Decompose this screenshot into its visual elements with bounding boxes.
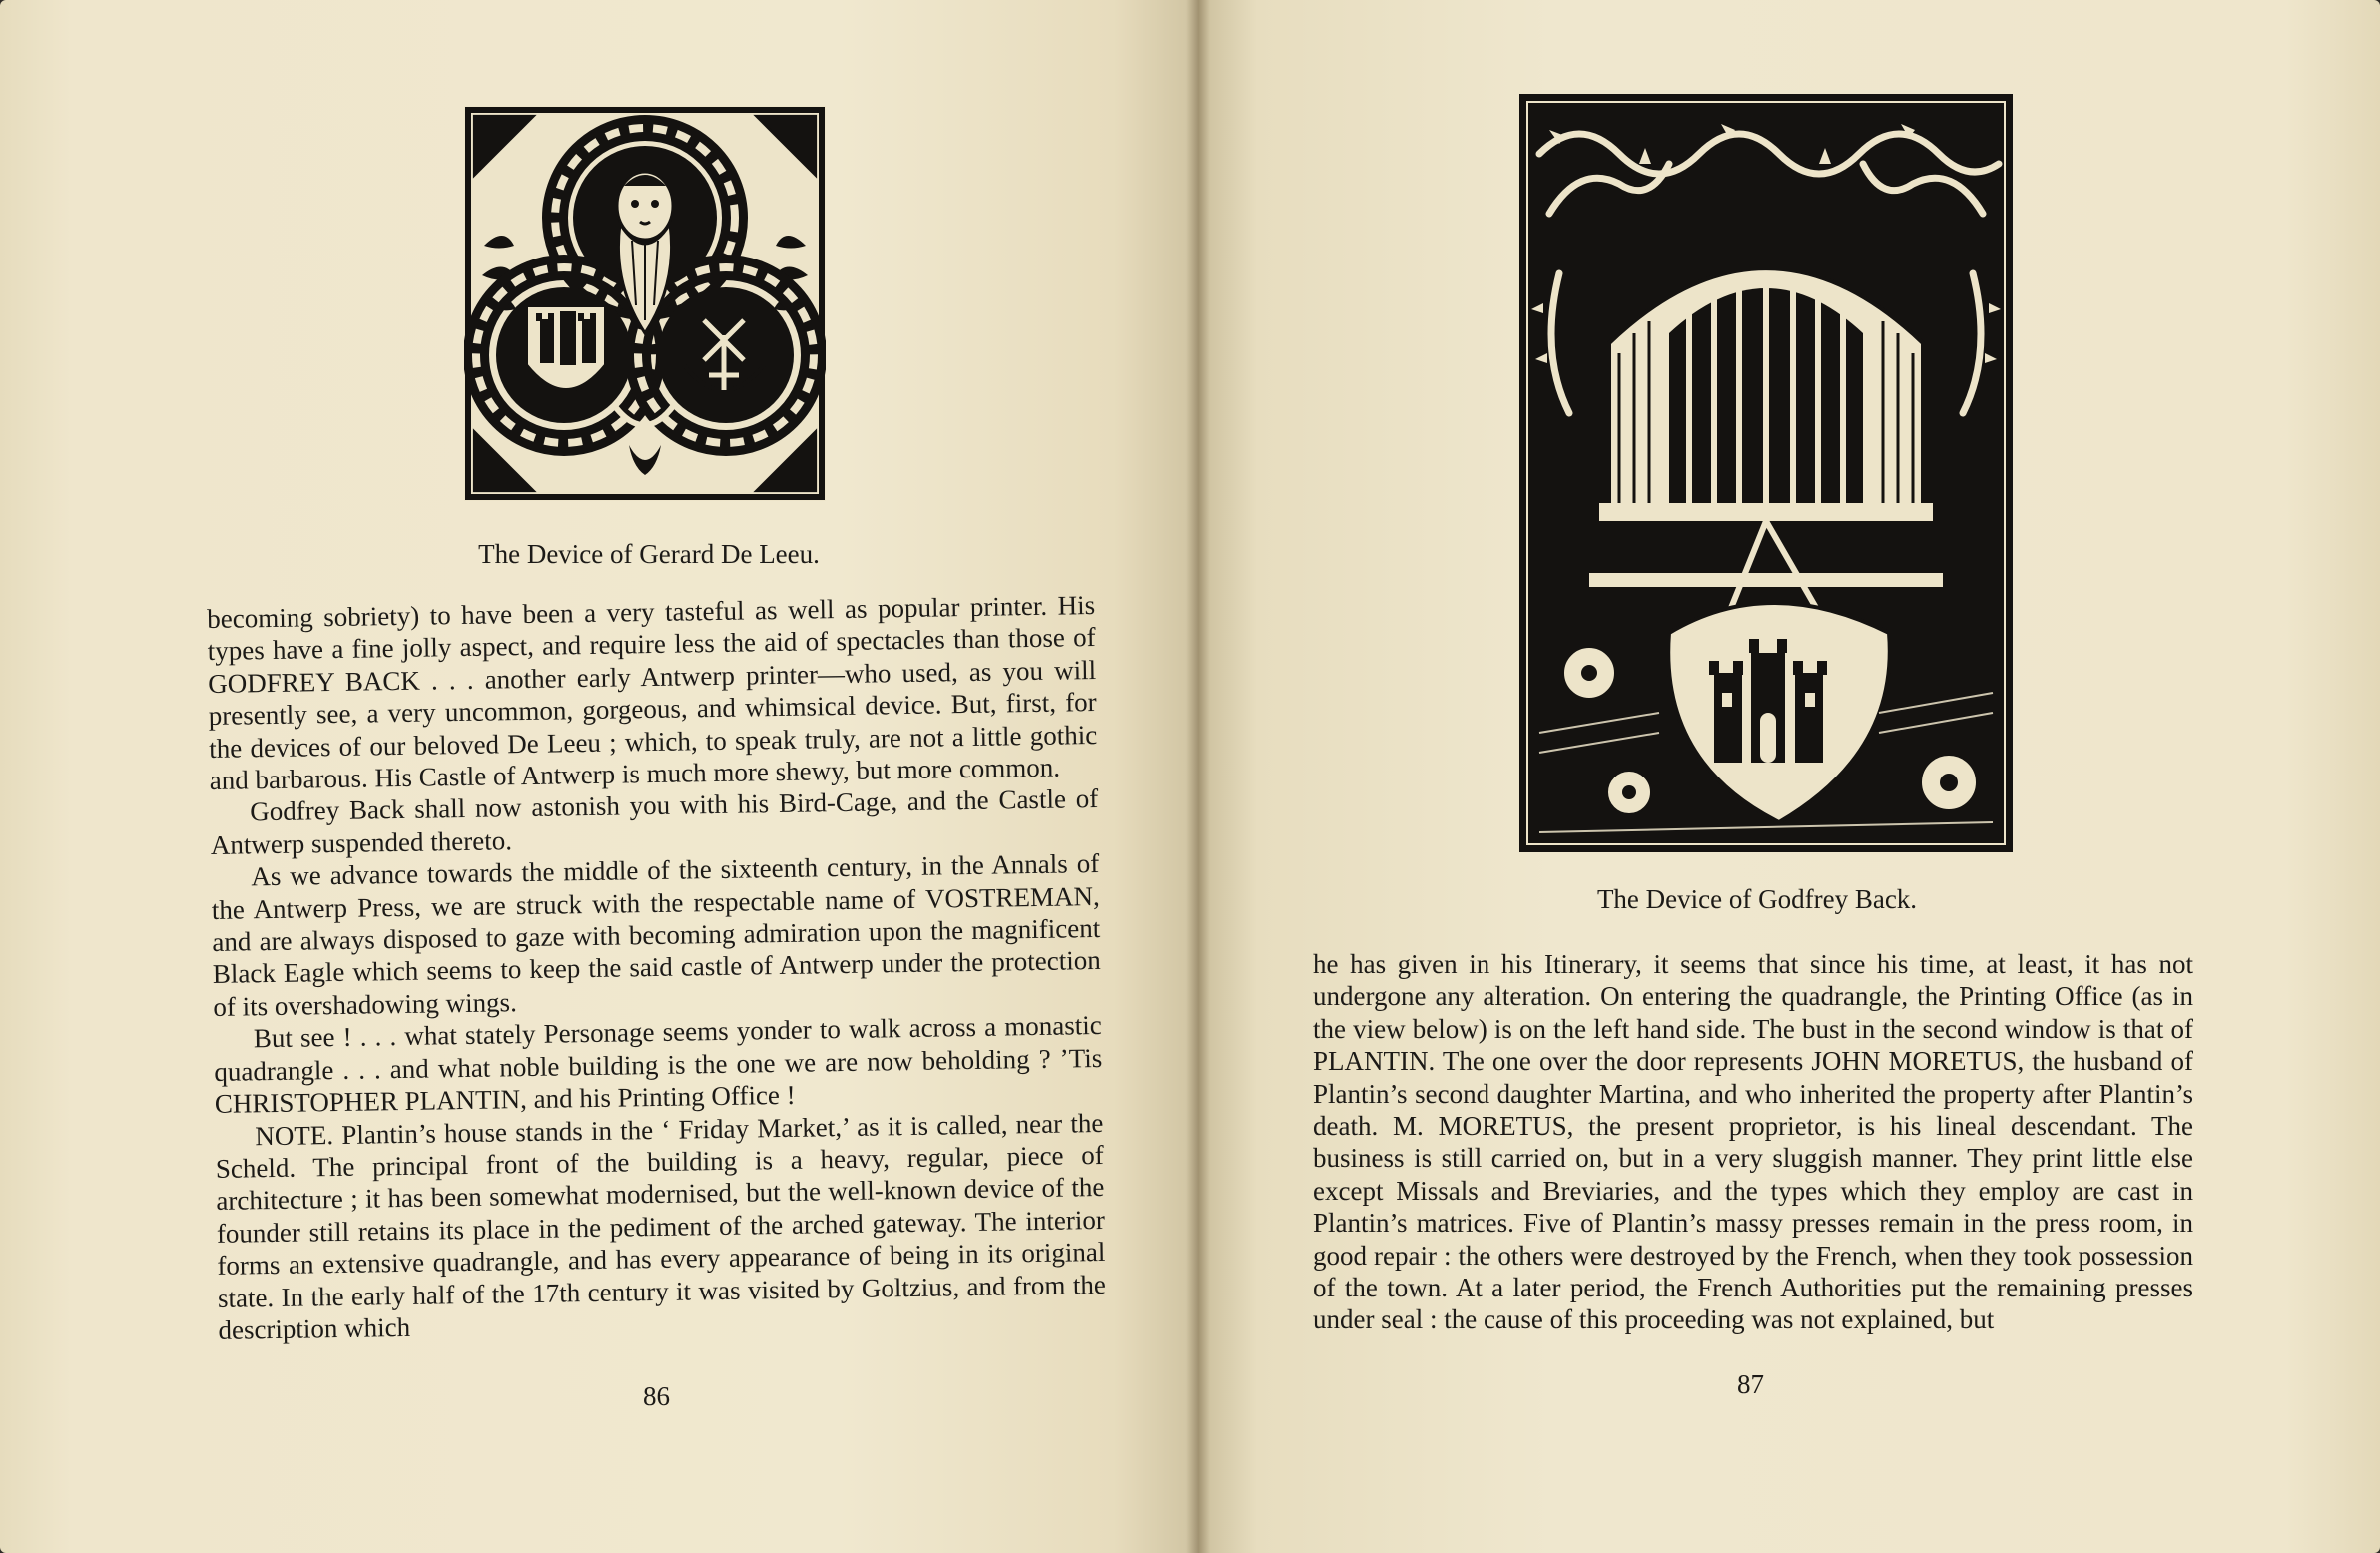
paragraph: becoming sobriety) to have been a very tasteful as well as popular printer. His types have a fine jolly aspect, and require less the aid of spectacles than those of GODFREY BACK . . . another early Antwerp printer—who used, as you will presently see, a very uncommon, gorgeous, and whimsical device. But, first, for the devices of our beloved De Leeu ; which, to speak truly, are not a little gothic and barbarous. His Castle of Antwerp is much more shewy, but more common. xyxy=(207,590,1098,796)
figure-caption: The Device of Gerard De Leeu. xyxy=(478,539,820,569)
paragraph: Godfrey Back shall now astonish you with his Bird-Cage, and the Castle of Antwerp suspended thereto. xyxy=(210,783,1099,860)
gerard-de-leeu-device-woodcut xyxy=(464,106,826,501)
book-gutter xyxy=(1186,0,1210,1553)
paragraph: he has given in his Itinerary, it seems that since his time, at least, it has not undergone any alteration. On entering the quadrangle, the Printing Office (as in the view below) is on the left hand side. The bust in the second window is that of PLANTIN. The one over the door represents JOHN MORETUS, the husband of Plantin’s second daughter Martina, and who inherited the property after Plantin’s death. M. MORETUS, the present proprietor, is his lineal descendant. The business is still carried on, but in a very sluggish manner. They print little else except Missals and Breviaries, and the types which they employ are cast in Plantin’s matrices. Five of Plantin’s massy presses remain in the press room, in good repair : the others were destroyed by the French, when they took possession of the town. At a later period, the French Authorities put the remaining presses under seal : the cause of this proceeding was not explained, but xyxy=(1313,949,2193,1335)
page-number: 87 xyxy=(1737,1369,1764,1399)
paragraph: NOTE. Plantin’s house stands in the ‘ Friday Market,’ as it is called, near the Scheld. The principal front of the building is a heavy, regular, piece of architecture ; it has been somewhat modernised, but the well-known device of the founder still retains its place in the pediment of the arched gateway. The interior forms an extensive quadrangle, and has every appearance of being in its original state. In the early half of the 17th century it was visited by Goltzius, and from the description which xyxy=(215,1107,1107,1345)
page-number: 86 xyxy=(643,1381,670,1411)
paragraph: But see ! . . . what stately Personage seems yonder to walk across a monastic quadrangle . . . and what noble building is the one we are now beholding ? ’Tis CHRISTOPHER PLANTIN, and his Printing Office ! xyxy=(214,1010,1103,1120)
paragraph: As we advance towards the middle of the sixteenth century, in the Annals of the Antwerp Press, we are struck with the respectable name of VOSTREMAN, and are always disposed to gaze with becoming admiration upon the magnificent Black Eagle which seems to keep the said castle of Antwerp under the protection of its overshadowing wings. xyxy=(211,848,1101,1022)
figure-caption: The Device of Godfrey Back. xyxy=(1596,884,1918,914)
godfrey-back-device-woodcut xyxy=(1519,94,2013,852)
body-text xyxy=(207,589,1107,1346)
body-text xyxy=(1313,948,2193,1336)
